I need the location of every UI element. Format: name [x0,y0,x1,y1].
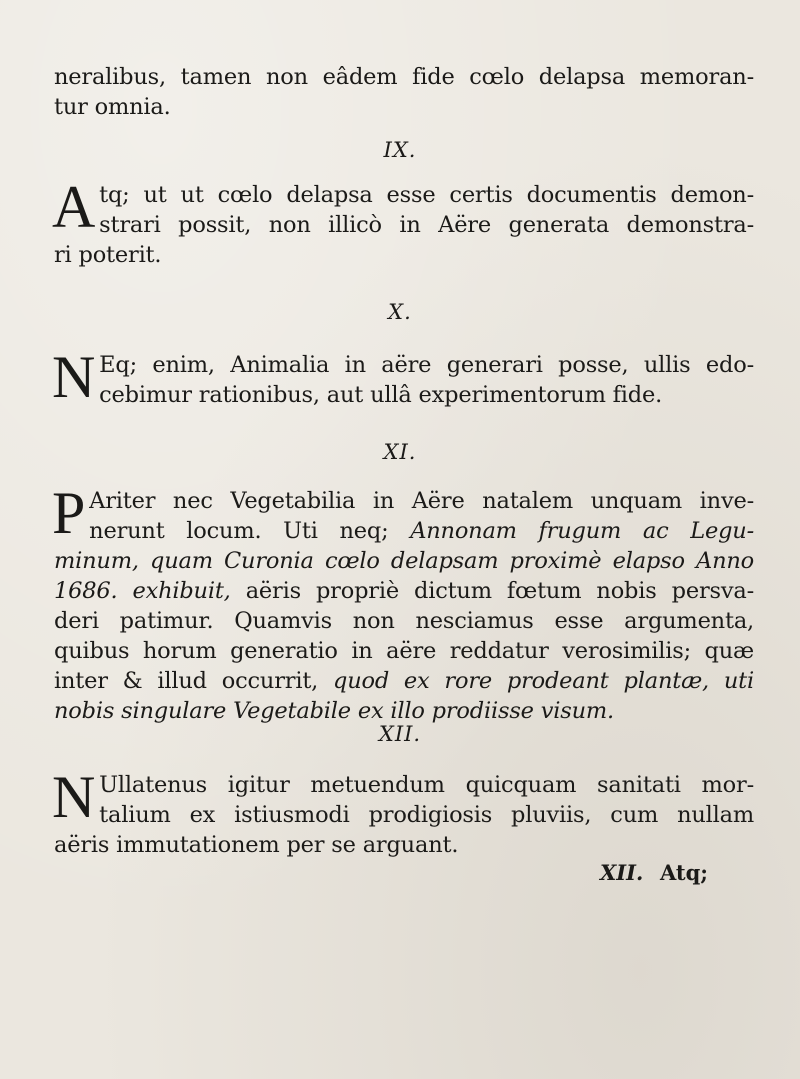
section-xi-line-4 [54,576,754,606]
section-x-line-2: cebimur rationibus, aut ullâ experimentorum fide. [99,382,663,408]
section-xi-line-2 [54,516,754,546]
section-x-dropcap: N [52,344,96,410]
section-xi-line-5: deri patimur. Quamvis non nesciamus esse argumenta, [54,608,754,634]
section-ix-line-3: ri poterit. [54,242,162,268]
intro-line-2: tur omnia. [54,94,171,120]
section-x-line-1: Eq; enim, Animalia in aëre generari posse, ullis edo- [99,352,754,378]
section-ix-dropcap: A [52,174,96,240]
section-xi-line-2-italic: Annonam frugum ac Legu- [410,518,754,544]
section-xi-line-7 [54,666,754,696]
section-xi-line-2-text: nerunt locum. Uti neq; [89,518,411,544]
section-xii-paragraph [52,764,754,860]
section-ix-numeral: IX. [383,138,417,162]
section-xi-paragraph [52,480,754,726]
section-xi-line-3: minum, quam Curonia cœlo delapsam proximè elapso Anno [54,548,754,574]
section-xi-dropcap: P [52,480,86,546]
section-xi-numeral: XI. [383,440,417,464]
section-ix-paragraph [52,174,754,270]
catchword-numeral: XII. [600,860,644,885]
section-xii-numeral: XII. [378,722,422,746]
section-xii-line-2: talium ex istiusmodi prodigiosis pluviis, cum nullam [99,802,754,828]
section-ix-line-1: tq; ut ut cœlo delapsa esse certis documentis demon- [99,182,754,208]
section-ix-line-2: strari possit, non illicò in Aëre generata demonstra- [99,212,754,238]
section-xii-line-1: Ullatenus igitur metuendum quicquam sanitati mor- [99,772,754,798]
section-xi-line-1: Ariter nec Vegetabilia in Aëre natalem unquam inve- [89,488,754,514]
section-xii-dropcap: N [52,764,96,830]
section-xi-line-4-italic: 1686. exhibuit, [54,578,231,604]
intro-paragraph [54,62,754,122]
section-x-numeral: X. [388,300,412,324]
section-xi-line-4-text: aëris propriè dictum fœtum nobis persva- [230,578,754,604]
section-xi-line-7-text: inter & illud occurrit, [54,668,333,694]
section-xi-line-6: quibus horum generatio in aëre reddatur verosimilis; quæ [54,638,754,664]
catchword-word: Atq; [660,860,709,885]
section-xii-line-3: aëris immutationem per se arguant. [54,832,459,858]
intro-line-1: neralibus, tamen non eâdem fide cœlo delapsa memoran- [54,64,754,90]
section-x-paragraph [52,344,754,410]
section-xi-line-8: nobis singulare Vegetabile ex illo prodiisse visum. [54,698,614,724]
section-xi-line-7-italic: quod ex rore prodeant plantæ, uti [333,668,754,694]
